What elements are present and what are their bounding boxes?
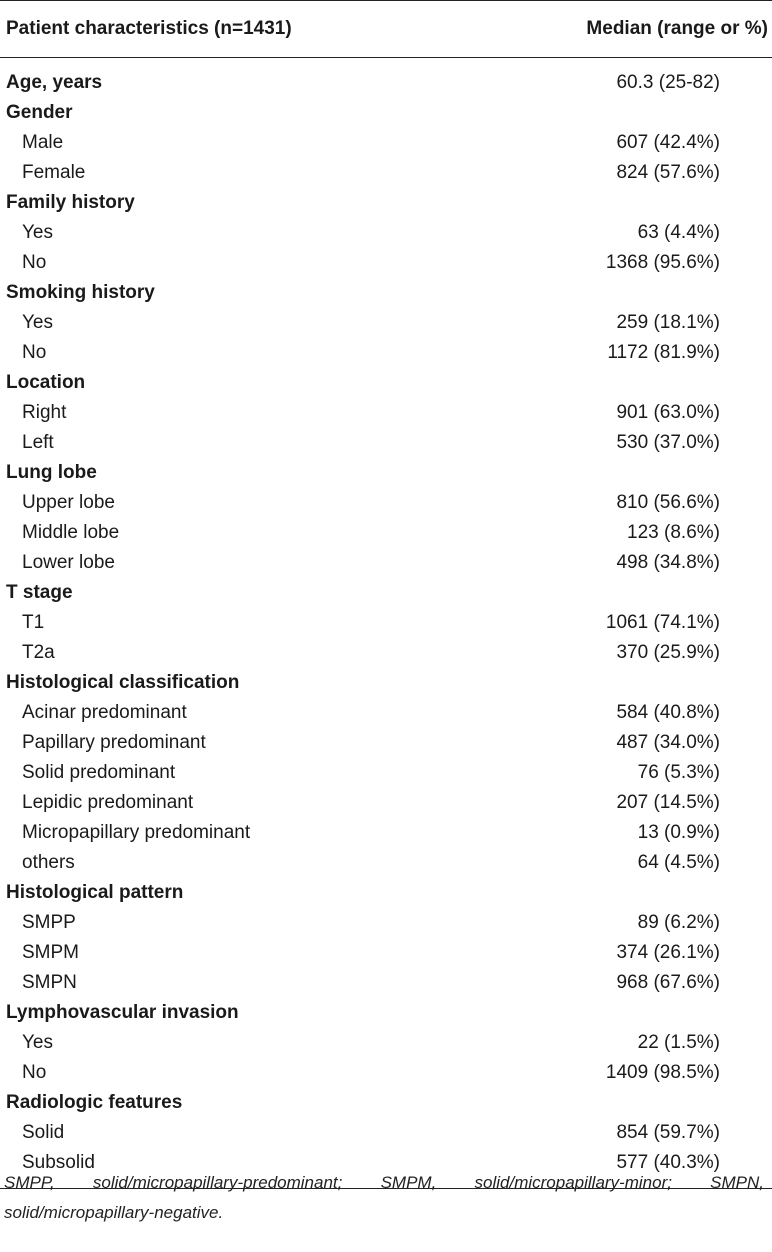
table-footnote: SMPP, solid/micropapillary-predominant; SMPM, solid/micropapillary-minor; SMPN, solid/micropapillary-negative. [4,1173,764,1222]
table-row [0,308,772,338]
table-row [0,728,772,758]
row-label: Gender [6,102,73,123]
table-group-row [0,98,772,128]
row-value: 487 (34.0%) [616,732,720,753]
table-row [0,218,772,248]
row-value: 374 (26.1%) [616,942,720,963]
table-row [0,788,772,818]
table-row [0,548,772,578]
table-row [0,848,772,878]
row-label: Location [6,372,86,393]
row-label: Acinar predominant [22,702,187,723]
row-value: 60.3 (25-82) [616,72,720,93]
table-group-row [0,878,772,908]
row-label: Right [22,402,67,423]
row-value: 63 (4.4%) [637,222,720,243]
row-label: No [22,1062,47,1083]
row-label: Family history [6,192,135,213]
table-group-row [0,1088,772,1118]
row-value: 123 (8.6%) [627,522,720,543]
row-label: T2a [22,642,55,663]
table-group-row [0,458,772,488]
table-row [0,158,772,188]
row-label: SMPM [22,942,79,963]
row-value: 22 (1.5%) [637,1032,720,1053]
row-label: Histological classification [6,672,240,693]
row-value: 259 (18.1%) [616,312,720,333]
row-value: 824 (57.6%) [616,162,720,183]
row-label: T1 [22,612,45,633]
row-label: SMPN [22,972,77,993]
row-value: 584 (40.8%) [616,702,720,723]
row-label: Solid predominant [22,762,176,783]
row-label: Lower lobe [22,552,115,573]
row-label: T stage [6,582,73,603]
table-row [0,818,772,848]
row-label: Left [22,432,54,453]
row-value: 901 (63.0%) [616,402,720,423]
row-value: 530 (37.0%) [616,432,720,453]
table-row [0,1028,772,1058]
table-row [0,968,772,998]
row-value: 854 (59.7%) [616,1122,720,1143]
row-value: 370 (25.9%) [616,642,720,663]
row-value: 498 (34.8%) [616,552,720,573]
row-value: 13 (0.9%) [637,822,720,843]
table-body [0,58,772,1178]
row-label: Upper lobe [22,492,115,513]
row-label: SMPP [22,912,76,933]
row-label: Middle lobe [22,522,120,543]
row-label: Lepidic predominant [22,792,194,813]
row-label: Female [22,162,86,183]
table-row [0,938,772,968]
header-left: Patient characteristics (n=1431) [6,18,292,39]
table-header [0,1,772,57]
row-label: others [22,852,75,873]
row-value: 577 (40.3%) [616,1152,720,1173]
row-label: No [22,252,47,273]
row-value: 1172 (81.9%) [607,342,720,363]
row-label: Subsolid [22,1152,95,1173]
row-label: Lymphovascular invasion [6,1002,239,1023]
table-row [0,758,772,788]
table-group-row [0,668,772,698]
table-group-row [0,188,772,218]
row-label: Male [22,132,64,153]
table-group-row [0,68,772,98]
table-group-row [0,998,772,1028]
row-label: No [22,342,47,363]
row-value: 76 (5.3%) [637,762,720,783]
table-row [0,1058,772,1088]
row-label: Yes [22,1032,53,1053]
table-group-row [0,278,772,308]
table-row [0,908,772,938]
row-value: 207 (14.5%) [616,792,720,813]
row-label: Yes [22,222,53,243]
header-right: Median (range or %) [586,18,768,39]
table-group-row [0,578,772,608]
row-value: 89 (6.2%) [637,912,720,933]
row-label: Papillary predominant [22,732,206,753]
table-row [0,128,772,158]
row-value: 1368 (95.6%) [605,252,720,273]
row-label: Smoking history [6,282,155,303]
table-row [0,608,772,638]
table-row [0,398,772,428]
row-label: Age, years [6,72,103,93]
table-row [0,638,772,668]
row-value: 1061 (74.1%) [605,612,720,633]
table-row [0,428,772,458]
table-row [0,698,772,728]
row-value: 968 (67.6%) [616,972,720,993]
table-row [0,518,772,548]
row-label: Solid [22,1122,65,1143]
row-label: Lung lobe [6,462,97,483]
row-label: Histological pattern [6,882,184,903]
row-value: 810 (56.6%) [616,492,720,513]
row-label: Micropapillary predominant [22,822,251,843]
table-row [0,488,772,518]
row-label: Radiologic features [6,1092,183,1113]
table-group-row [0,368,772,398]
row-label: Yes [22,312,53,333]
row-value: 64 (4.5%) [637,852,720,873]
table-row [0,1118,772,1148]
row-value: 1409 (98.5%) [605,1062,720,1083]
row-value: 607 (42.4%) [616,132,720,153]
table-row [0,248,772,278]
table-row [0,338,772,368]
